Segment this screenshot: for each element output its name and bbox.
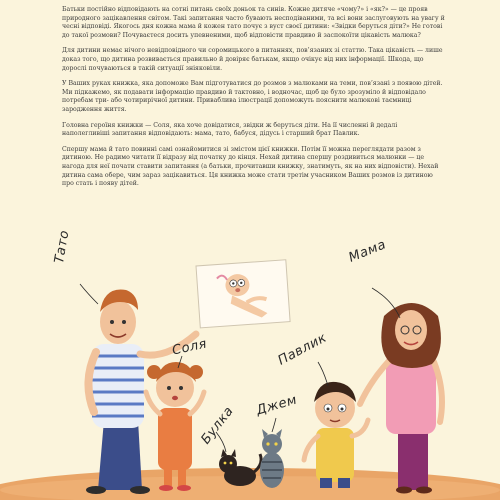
label-bulka: Булка: [198, 403, 237, 448]
intro-text-column: [62, 6, 446, 189]
label-mama: Мама: [346, 237, 389, 266]
label-pavlyk: Павлик: [275, 330, 330, 369]
intro-paragraph: Для дитини немає нічого невідповідного чи соромицького в питаннях, пов’язаних зі статтю. Така цікавість — лише доказ того, що дитина розвивається правильно й довіряє батькам, якщо очікує від них інформації. Шкода, що дорослі почуваються в такій ситуації зніяковіли.: [62, 47, 443, 72]
intro-paragraph: Спершу мама й тато повинні самі ознайомитися зі змістом цієї книжки. Потім її можна переглядати разом з дитиною. Не радимо читати її відразу від початку до кінця. Нехай дитина спершу роздивиться малюнки — це нагода для неї почати ставити запитання (а батьки, прочитавши книжку, знатимуть, як на них відповісти). Нехай дитина сама обере, чим зараз зацікавиться. Ця книжка може стати третім учасником Ваших розмов із дитиною про стать і появу дітей.: [62, 145, 439, 188]
label-solia: Соля: [170, 336, 209, 359]
label-tato: Тато: [52, 229, 73, 265]
intro-paragraph: Батьки постійно відповідають на сотні питань своїх доньок та синів. Кожне дитяче «чому?» і «як?» — це прояв природного зацікавлення світом. Такі запитання часто бувають несподіваними, та всі вони заслуговують на увагу й чесні відповіді. Якогось дня кожна мама й кожен тато почує з вуст своєї дитини: «Звідки беруться діти?» Не готові до такої розмови? Почуваєтеся досить упевненими, щоб відповісти правдиво й заспокоїти цікавість малюка?: [62, 6, 445, 39]
dzhem-cat: [260, 429, 284, 488]
mom-figure: [360, 303, 442, 494]
family-illustration: [0, 232, 500, 500]
intro-paragraph: Головна героїня книжки — Соля, яка хоче довідатися, звідки ж беруться діти. На її численні й дедалі наполегливіші запитання відповідають: мама, тато, бабуся, дідусь і старший брат Павлик.: [62, 121, 398, 138]
baby-picture: [196, 260, 290, 328]
label-dzhem: Джем: [254, 392, 299, 419]
intro-paragraph: У Ваших руках книжка, яка допоможе Вам підготуватися до розмов з малюками на теми, пов’язані з появою дітей. Ми підкажемо, як подавати інформацію правдиво й тактовно, і водночас, щоб це було зрозуміло й відповідало потребам три- або чотирирічної дитини. Приваблива ілюстрації допоможуть пояснити малюкові таємниці зародження життя.: [62, 80, 443, 113]
